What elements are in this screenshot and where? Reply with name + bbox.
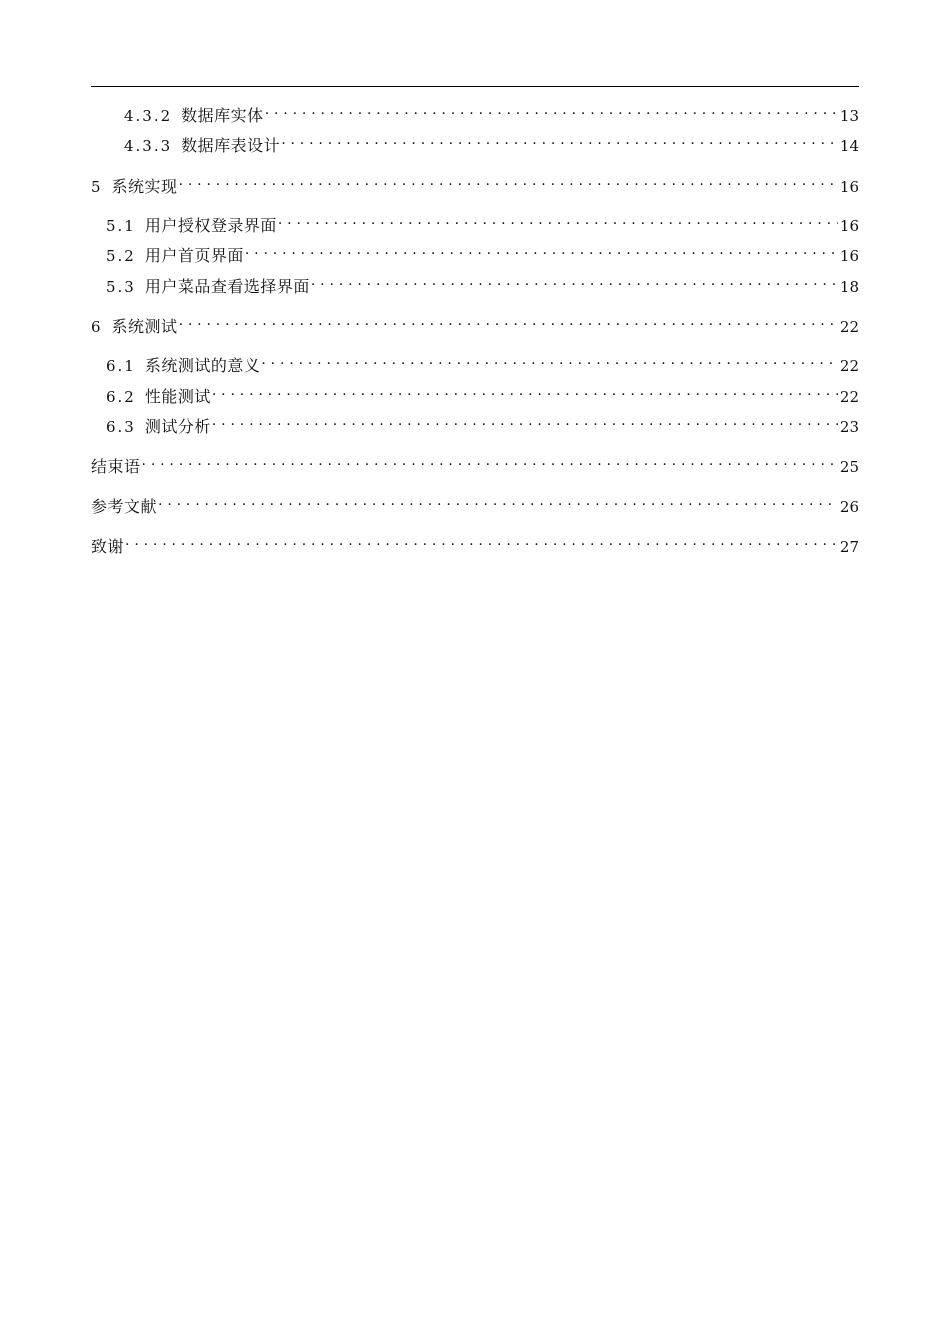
toc-dot-leader <box>212 410 838 432</box>
toc-entry-title: 致谢 <box>91 537 125 556</box>
toc-entry-page: 26 <box>839 498 859 516</box>
toc-entry-title: 测试分析 <box>144 417 211 436</box>
toc-dot-leader <box>125 530 838 552</box>
toc-entry-6-3[interactable] <box>91 410 859 436</box>
toc-entry-title: 系统测试的意义 <box>144 356 261 375</box>
toc-entry-page: 18 <box>839 278 859 296</box>
toc-entry-5-1[interactable] <box>91 209 859 235</box>
toc-entry-references[interactable] <box>91 490 859 516</box>
toc-dot-leader <box>281 129 838 151</box>
toc-entry-6[interactable] <box>91 310 859 336</box>
toc-entry-title: 系统测试 <box>111 317 178 336</box>
toc-entry-number: 4.3.2 <box>124 107 173 125</box>
toc-entry-5[interactable] <box>91 170 859 196</box>
toc-entry-title: 性能测试 <box>144 387 211 406</box>
toc-entry-title: 用户菜品查看选择界面 <box>144 277 310 296</box>
toc-entry-title: 结束语 <box>91 457 141 476</box>
toc-entry-title: 参考文献 <box>91 497 158 516</box>
toc-entry-number: 5.1 <box>106 217 136 235</box>
toc-entry-number: 5.2 <box>106 247 136 265</box>
toc-entry-number: 5 <box>91 178 103 196</box>
toc-entry-page: 22 <box>839 388 859 406</box>
toc-entry-number: 6 <box>91 318 103 336</box>
toc-entry-number: 4.3.3 <box>124 137 173 155</box>
toc-entry-page: 16 <box>839 217 859 235</box>
toc-entry-number: 6.2 <box>106 388 136 406</box>
toc-entry-title: 系统实现 <box>111 177 178 196</box>
toc-dot-leader <box>142 450 838 472</box>
toc-entry-conclusion[interactable] <box>91 450 859 476</box>
toc-entry-page: 13 <box>839 107 859 125</box>
toc-entry-page: 14 <box>839 137 859 155</box>
toc-entry-6-2[interactable] <box>91 380 859 406</box>
header-rule <box>91 86 859 87</box>
toc-entry-number: 5.3 <box>106 278 136 296</box>
toc-entry-page: 25 <box>839 458 859 476</box>
toc-entry-5-3[interactable] <box>91 270 859 296</box>
toc-entry-acknowledgements[interactable] <box>91 530 859 556</box>
toc-dot-leader <box>261 349 838 371</box>
toc-entry-number: 6.3 <box>106 418 136 436</box>
toc-dot-leader <box>179 170 838 192</box>
toc-entry-5-2[interactable] <box>91 239 859 265</box>
toc-entry-page: 16 <box>839 178 859 196</box>
toc-entry-page: 27 <box>839 538 859 556</box>
toc-entry-page: 22 <box>839 318 859 336</box>
toc-entry-title: 用户授权登录界面 <box>144 216 277 235</box>
toc-entry-4-3-3[interactable] <box>91 129 859 155</box>
toc-dot-leader <box>212 380 838 402</box>
toc-entry-title: 数据库实体 <box>181 106 264 125</box>
toc-entry-title: 数据库表设计 <box>181 136 281 155</box>
toc-entry-title: 用户首页界面 <box>144 246 244 265</box>
toc-dot-leader <box>311 270 838 292</box>
toc-dot-leader <box>265 99 838 121</box>
toc-dot-leader <box>158 490 838 512</box>
toc-dot-leader <box>245 239 838 261</box>
toc-dot-leader <box>278 209 838 231</box>
toc-entry-page: 23 <box>839 418 859 436</box>
toc-dot-leader <box>179 310 838 332</box>
toc-entry-page: 16 <box>839 247 859 265</box>
toc-entry-6-1[interactable] <box>91 349 859 375</box>
toc-entry-page: 22 <box>839 357 859 375</box>
toc-entry-4-3-2[interactable] <box>91 99 859 125</box>
toc-entry-number: 6.1 <box>106 357 136 375</box>
